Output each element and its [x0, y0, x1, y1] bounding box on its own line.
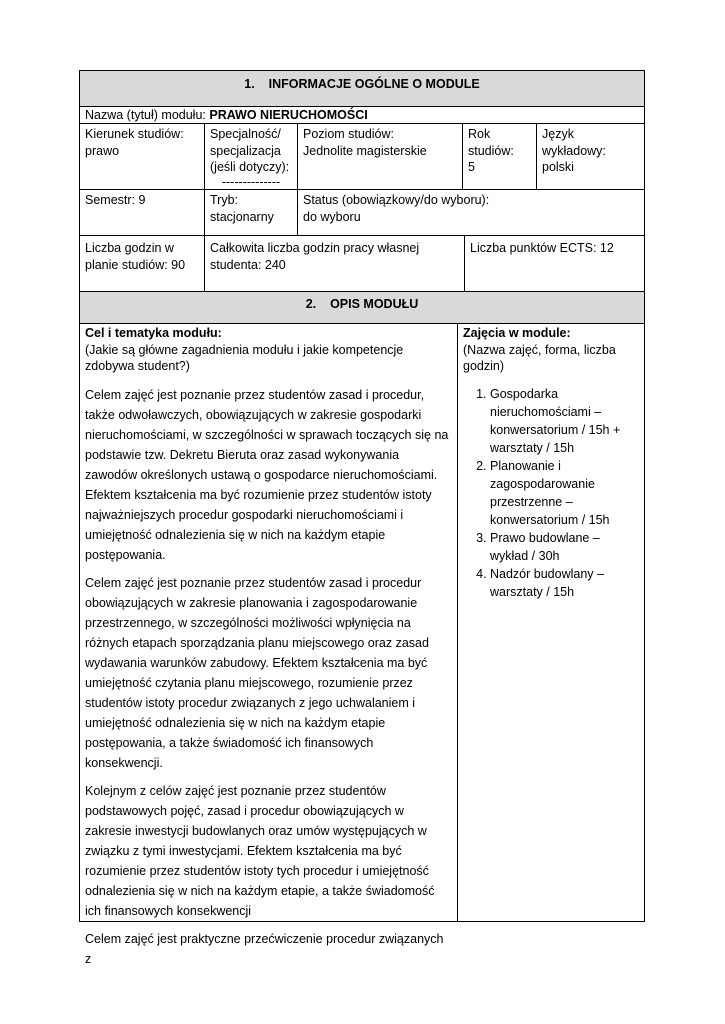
praca-cell	[204, 236, 464, 291]
specjalnosc-value: --------------	[221, 174, 281, 189]
cel-paragraph: Celem zajęć jest poznanie przez studentów zasad i procedur, także odwoławczych, obowiązujących w zakresie gospodarki nieruchomościami, w szczególności w sprawach toczących się na podstawie tzw. Dekretu Bieruta oraz zasad wykonywania zawodów określonych ustawą o gospodarce nieruchomościami. Efektem kształcenia ma być rozumienie przez studentów istoty najważniejszych procedur gospodarki nieruchomościami i umiejętność odnalezienia się w nich na każdym etapie postępowania.	[85, 387, 449, 562]
rok-cell	[462, 124, 536, 189]
study-info-row	[79, 123, 645, 190]
ects-cell	[464, 236, 644, 291]
semester-row	[79, 189, 645, 236]
list-item: 1. Gospodarka nieruchomościami – konwersatorium / 15h + warsztaty / 15h	[490, 385, 639, 457]
ects-value: Liczba punktów ECTS: 12	[470, 241, 614, 255]
section-2-header	[79, 291, 645, 324]
poziom-cell	[297, 124, 462, 189]
zajecia-cell	[457, 324, 644, 921]
poziom-value: Jednolite magisterskie	[303, 143, 427, 158]
cel-paragraph: Celem zajęć jest praktyczne przećwiczenie procedur związanych z	[85, 931, 444, 966]
zajecia-question: (Nazwa zajęć, forma, liczba godzin)	[463, 342, 616, 373]
module-description-form	[79, 70, 645, 966]
kierunek-value: prawo	[85, 143, 120, 158]
jezyk-value: polski	[542, 160, 574, 174]
module-name-row	[79, 106, 645, 124]
status-cell	[297, 190, 644, 235]
list-item: 2. Planowanie i zagospodarowanie przestrzenne – konwersatorium / 15h	[490, 457, 639, 529]
list-item: 3. Prawo budowlane – wykład / 30h	[490, 529, 639, 565]
cel-paragraph: Celem zajęć jest poznanie przez studentów zasad i procedur obowiązujących w zakresie planowania i zagospodarowanie przestrzennego, w szczególności możliwości wpłynięcia na różnych etapach sporządzania planu miejscowego oraz zasad wydawania warunków zabudowy. Efektem kształcenia ma być umiejętność czytania planu miejscowego, rozumienie przez studentów istoty procedur związanych z jego uchwalaniem i umiejętność odnalezienia się w nich na każdym etapie postępowania, a także świadomość ich finansowych konsekwencji.	[85, 575, 429, 770]
kierunek-label: Kierunek studiów:	[85, 127, 184, 141]
tryb-cell	[204, 190, 297, 235]
section-1-number: 1.	[244, 77, 255, 91]
module-name-label: Nazwa (tytuł) modułu:	[85, 108, 206, 122]
cel-question: (Jakie są główne zagadnienia modułu i jakie kompetencje zdobywa student?)	[85, 342, 404, 373]
praca-value: studenta: 240	[210, 257, 286, 272]
tryb-value: stacjonarny	[210, 209, 274, 224]
section-1-header	[79, 70, 645, 107]
semestr-cell	[80, 190, 204, 235]
module-name-value: PRAWO NIERUCHOMOŚCI	[209, 108, 368, 122]
section-2-title: OPIS MODUŁU	[330, 297, 419, 311]
cel-cell	[80, 324, 457, 966]
zajecia-list	[463, 385, 639, 601]
status-label: Status (obowiązkowy/do wyboru):	[303, 193, 490, 207]
specjalnosc-label-3: (jeśli dotyczy):	[210, 160, 290, 174]
godziny-cell	[80, 236, 204, 291]
semestr-value: Semestr: 9	[85, 193, 146, 207]
poziom-label: Poziom studiów:	[303, 127, 395, 141]
specjalnosc-label-2: specjalizacja	[210, 143, 281, 158]
jezyk-label: Język wykładowy:	[542, 127, 606, 158]
jezyk-cell	[536, 124, 644, 189]
cel-heading: Cel i tematyka modułu:	[85, 326, 222, 340]
description-row	[79, 323, 645, 966]
specjalnosc-cell	[204, 124, 297, 189]
rok-label-2: studiów:	[468, 143, 514, 158]
section-2-number: 2.	[305, 297, 317, 311]
status-value: do wyboru	[303, 209, 361, 224]
specjalnosc-label-1: Specjalność/	[210, 127, 281, 141]
kierunek-cell	[80, 124, 204, 189]
godziny-value: planie studiów: 90	[85, 257, 186, 272]
cel-paragraph: Kolejnym z celów zajęć jest poznanie przez studentów podstawowych pojęć, zasad i procedur obowiązujących w zakresie inwestycji budowlanych oraz umów występujących w związku z tymi inwestycjami. Efektem kształcenia ma być rozumienie przez studentów istoty tych procedur i umiejętność odnalezienia się w nich na każdym etapie, a także świadomość ich finansowych konsekwencji	[85, 783, 435, 918]
rok-value: 5	[468, 160, 475, 174]
godziny-label: Liczba godzin w	[85, 241, 174, 255]
zajecia-heading: Zajęcia w module:	[463, 326, 571, 340]
list-item: 4. Nadzór budowlany – warsztaty / 15h	[490, 565, 639, 601]
rok-label-1: Rok	[468, 127, 491, 141]
section-1-title: INFORMACJE OGÓLNE O MODULE	[268, 77, 480, 91]
tryb-label: Tryb:	[210, 193, 239, 207]
hours-row	[79, 235, 645, 292]
praca-label: Całkowita liczba godzin pracy własnej	[210, 241, 420, 255]
